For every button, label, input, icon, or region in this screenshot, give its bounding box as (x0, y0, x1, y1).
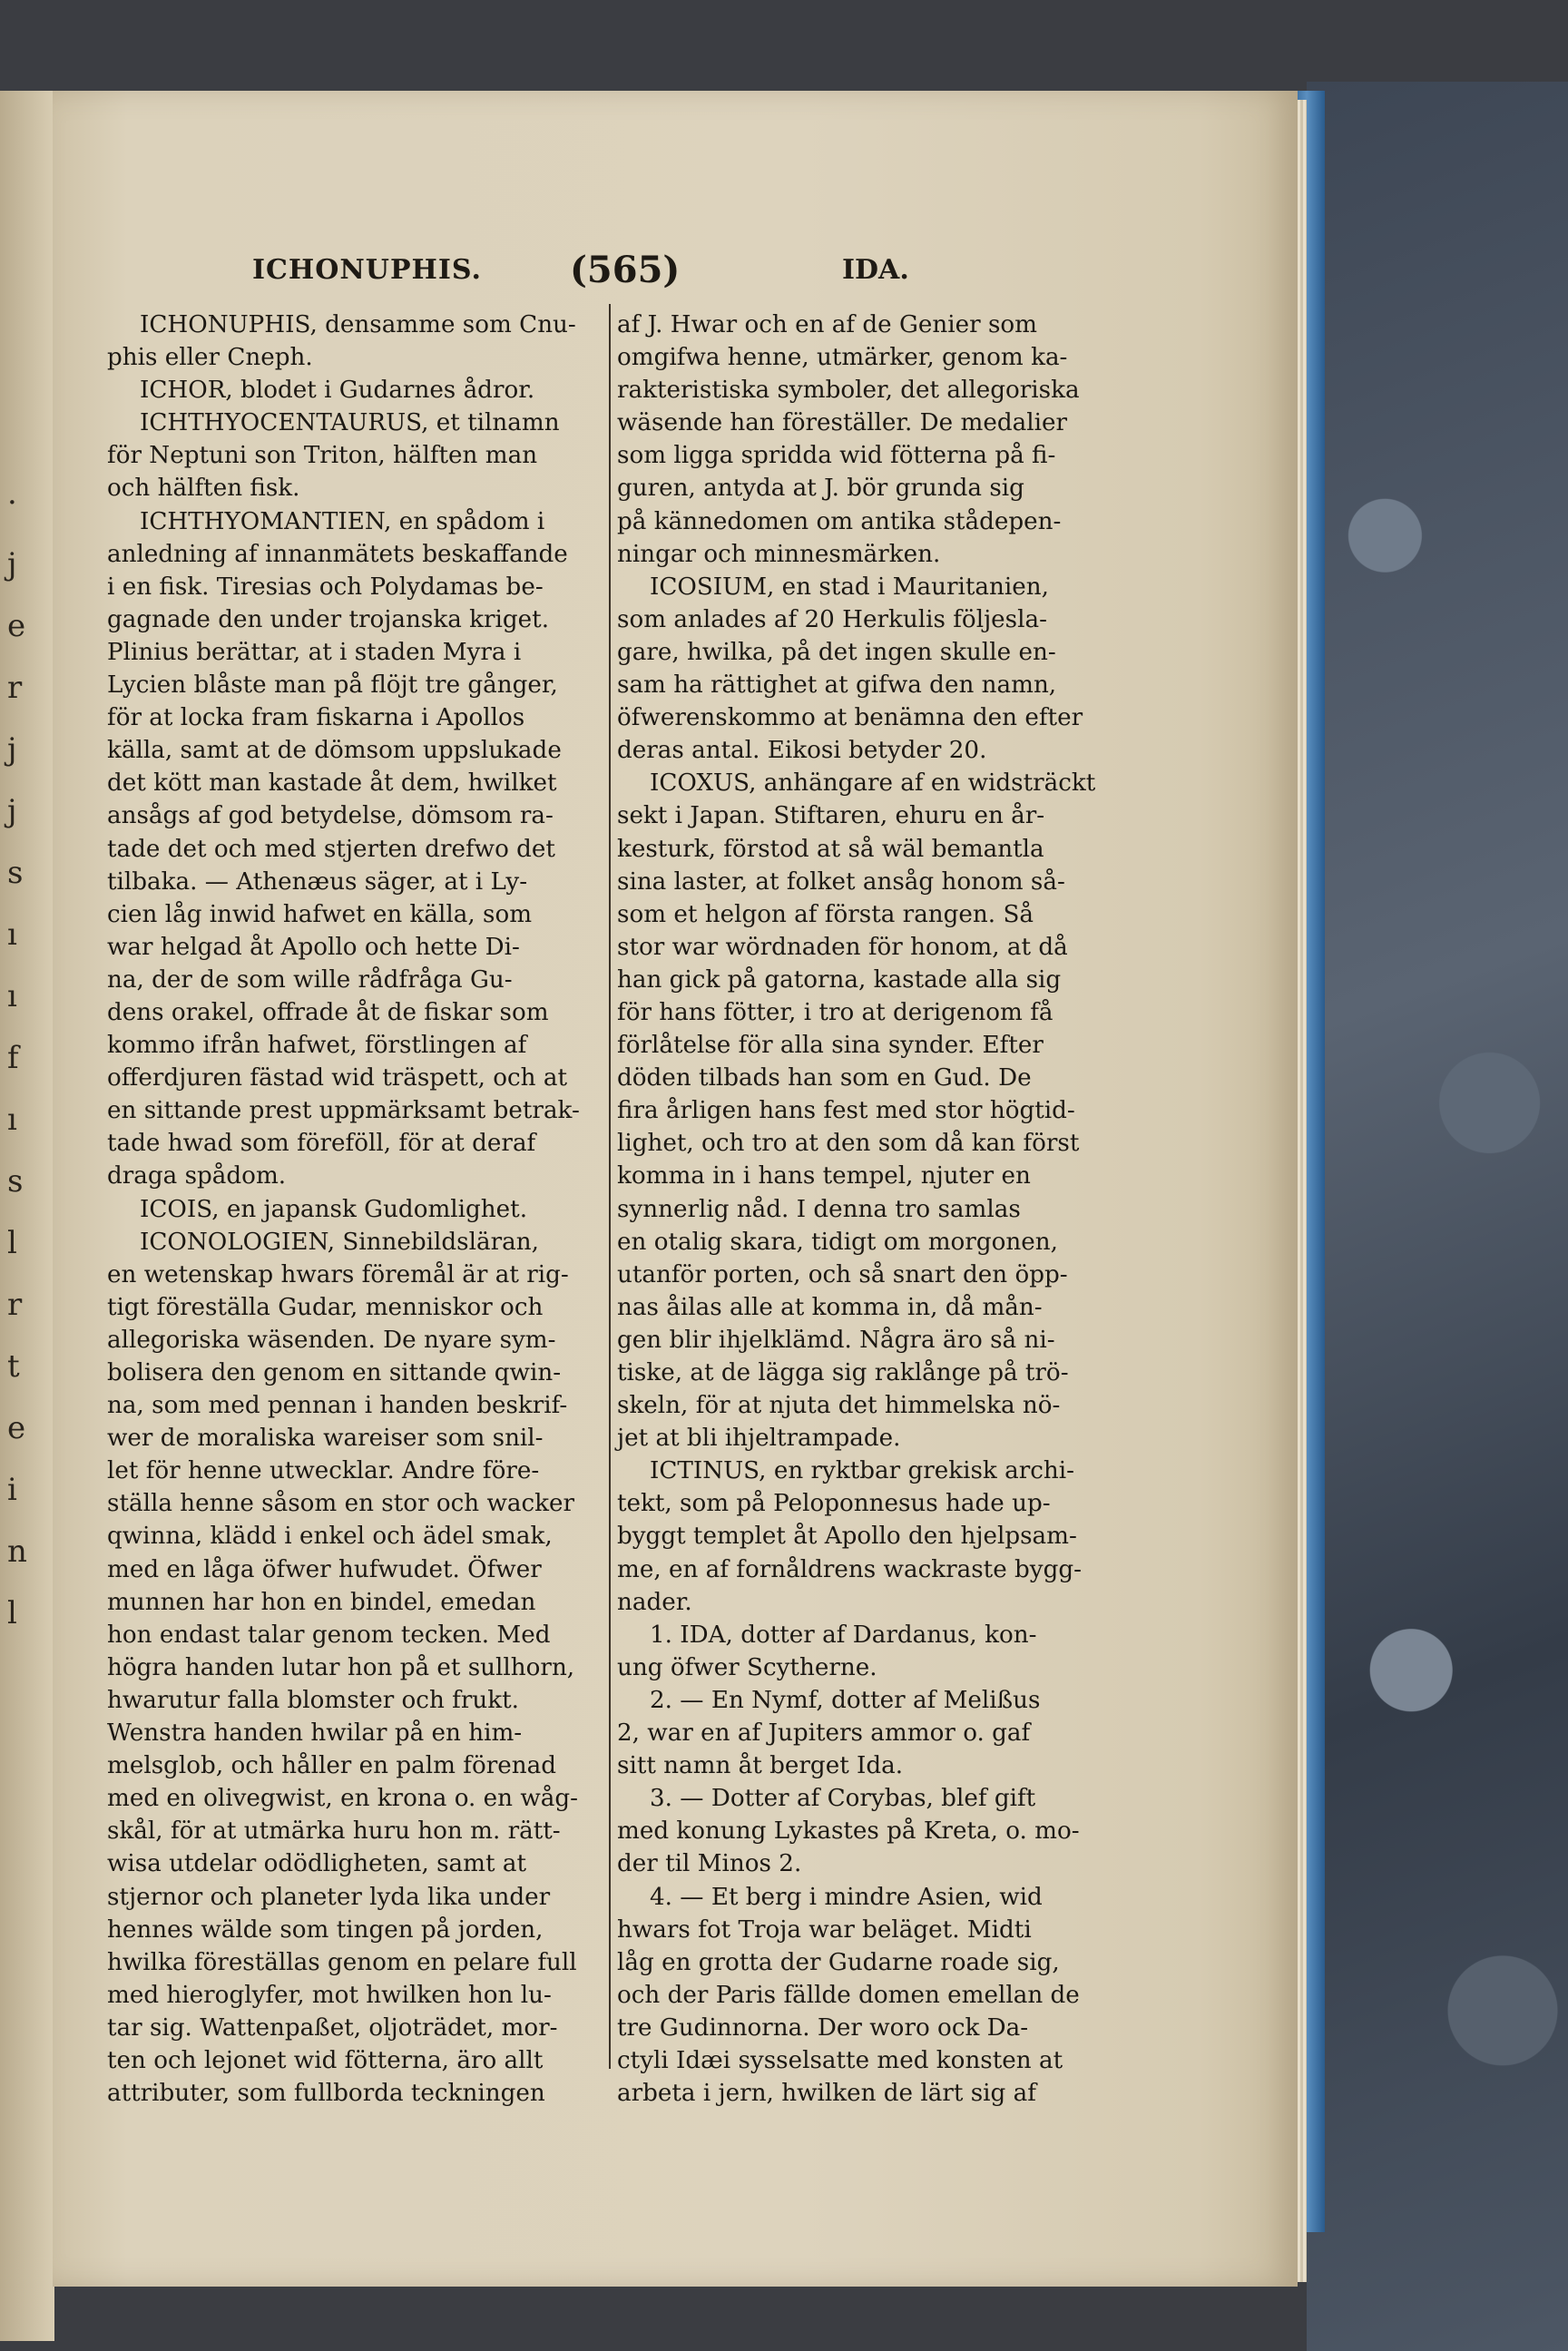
text-line: en sittande prest uppmärksamt betrak- (107, 1097, 580, 1125)
facing-page-letter: e (7, 1410, 26, 1446)
text-line: tade det och med stjerten drefwo det (107, 835, 555, 863)
left-text-column (107, 309, 606, 2108)
text-line: ansågs af god betydelse, dömsom ra- (107, 802, 554, 830)
text-line: deras antal. Eikosi betyder 20. (617, 737, 987, 765)
text-line: war helgad åt Apollo och hette Di- (107, 933, 520, 961)
text-line: skeln, för at njuta det himmelska nö- (617, 1392, 1061, 1420)
text-line: för at locka fram fiskarna i Apollos (107, 704, 525, 732)
text-line: guren, antyda at J. bör grunda sig (617, 475, 1024, 503)
text-line: för Neptuni son Triton, hälften man (107, 442, 538, 470)
text-line: ICONOLOGIEN, Sinnebildsläran, (140, 1228, 539, 1256)
text-line: tade hwad som föreföll, för at deraf (107, 1130, 536, 1158)
facing-page-letter: l (7, 1225, 17, 1261)
text-line: let för henne utwecklar. Andre före- (107, 1457, 540, 1485)
facing-page-letter: r (7, 670, 23, 706)
text-line: tilbaka. — Athenæus säger, at i Ly- (107, 867, 528, 896)
text-line: allegoriska wäsenden. De nyare sym- (107, 1326, 556, 1354)
facing-page-letter: s (7, 855, 24, 891)
text-line: hwars fot Troja war beläget. Midti (617, 1915, 1032, 1944)
facing-page-letter: j (7, 546, 17, 583)
text-line: med en låga öfwer hufwudet. Öfwer (107, 1555, 542, 1583)
text-line: nas åilas alle at komma in, då mån- (617, 1293, 1043, 1321)
text-line: 2. — En Nymf, dotter af Melißus (650, 1686, 1041, 1714)
text-line: hennes wälde som tingen på jorden, (107, 1915, 544, 1944)
text-line: öfwerenskommo at benämna den efter (617, 704, 1083, 732)
text-line: komma in i hans tempel, njuter en (617, 1162, 1031, 1190)
text-line: phis eller Cneph. (107, 344, 313, 372)
text-line: Wenstra handen hwilar på en him- (107, 1719, 523, 1748)
text-line: munnen har hon en bindel, emedan (107, 1588, 536, 1616)
text-line: stjernor och planeter lyda lika under (107, 1883, 551, 1911)
facing-page-letter: ı (7, 916, 17, 953)
text-line: gen blir ihjelklämd. Några äro så ni- (617, 1326, 1055, 1354)
text-line: ICOSIUM, en stad i Mauritanien, (650, 573, 1049, 601)
text-line: högra handen lutar hon på et sullhorn, (107, 1653, 575, 1681)
text-line: och hälften fisk. (107, 475, 300, 503)
page-number: (565) (570, 249, 681, 291)
text-line: som ligga spridda wid fötterna på fi- (617, 442, 1056, 470)
running-head-right: IDA. (842, 254, 909, 286)
running-head-left: ICHONUPHIS. (252, 254, 482, 286)
text-line: tekt, som på Peloponnesus hade up- (617, 1490, 1051, 1518)
text-line: låg en grotta der Gudarne roade sig, (617, 1948, 1060, 1976)
text-line: na, der de som wille rådfråga Gu- (107, 965, 513, 994)
text-line: bolisera den genom en sittande qwin- (107, 1359, 562, 1386)
facing-page-letter: j (7, 793, 17, 829)
text-line: ctyli Idæi sysselsatte med konsten at (617, 2046, 1063, 2074)
text-line: ICHOR, blodet i Gudarnes ådror. (140, 377, 535, 405)
text-line: rakteristiska symboler, det allegoriska (617, 377, 1080, 405)
text-line: wisa utdelar odödligheten, samt at (107, 1850, 526, 1878)
text-line: kesturk, förstod at så wäl bemantla (617, 835, 1044, 863)
text-line: hon endast talar genom tecken. Med (107, 1621, 551, 1649)
text-line: förlåtelse för alla sina synder. Efter (617, 1032, 1044, 1060)
text-line: synnerlig nåd. I denna tro samlas (617, 1195, 1021, 1223)
text-line: 3. — Dotter af Corybas, blef gift (650, 1785, 1036, 1813)
facing-page-letter: n (7, 1533, 27, 1570)
text-line: döden tilbads han som en Gud. De (617, 1064, 1032, 1092)
text-line: ten och lejonet wid fötterna, äro allt (107, 2046, 544, 2074)
text-line: sitt namn åt berget Ida. (617, 1752, 904, 1780)
text-line: wäsende han föreställer. De medalier (617, 409, 1067, 437)
facing-page-letter: · (7, 485, 17, 521)
text-line: ICHONUPHIS, densamme som Cnu- (140, 311, 576, 338)
text-line: cien låg inwid hafwet en källa, som (107, 900, 533, 928)
text-line: melsglob, och håller en palm förenad (107, 1752, 556, 1780)
text-line: tiske, at de lägga sig raklånge på trö- (617, 1359, 1069, 1386)
text-line: med hieroglyfer, mot hwilken hon lu- (107, 1981, 552, 2009)
text-line: 1. IDA, dotter af Dardanus, kon- (650, 1621, 1037, 1649)
facing-page-edge (0, 91, 54, 2341)
text-line: Lycien blåste man på flöjt tre gånger, (107, 671, 558, 700)
text-line: ICHTHYOCENTAURUS, et tilnamn (140, 409, 560, 437)
text-line: af J. Hwar och en af de Genier som (617, 311, 1038, 338)
text-line: gare, hwilka, på det ingen skulle en- (617, 638, 1056, 666)
facing-page-letter: s (7, 1163, 24, 1200)
text-line: med en olivegwist, en krona o. en wåg- (107, 1785, 579, 1813)
marbled-cover (1307, 82, 1568, 2351)
column-rule (609, 304, 611, 2069)
facing-page-letter: i (7, 1472, 17, 1508)
text-line: en otalig skara, tidigt om morgonen, (617, 1228, 1058, 1256)
text-line: ICHTHYOMANTIEN, en spådom i (140, 507, 545, 535)
facing-page-letter: e (7, 608, 26, 644)
text-line: anledning af innanmätets beskaffande (107, 540, 568, 568)
facing-page-letter: f (7, 1040, 19, 1076)
text-line: der til Minos 2. (617, 1850, 802, 1878)
text-line: som et helgon af första rangen. Så (617, 900, 1034, 928)
text-line: ICTINUS, en ryktbar grekisk archi- (650, 1457, 1074, 1485)
running-head (107, 249, 1114, 299)
text-line: en wetenskap hwars föremål är at rig- (107, 1260, 569, 1288)
text-line: tre Gudinnorna. Der woro ock Da- (617, 2013, 1029, 2042)
facing-page-letter: r (7, 1287, 23, 1323)
text-line: nader. (617, 1588, 692, 1616)
text-line: na, som med pennan i handen beskrif- (107, 1392, 568, 1420)
text-line: omgifwa henne, utmärker, genom ka- (617, 344, 1068, 372)
text-line: ICOXUS, anhängare af en widsträckt (650, 769, 1096, 798)
text-line: för hans fötter, i tro at derigenom få (617, 998, 1054, 1026)
text-line: sekt i Japan. Stiftaren, ehuru en år- (617, 802, 1045, 830)
text-line: hwilka föreställas genom en pelare full (107, 1948, 577, 1976)
text-line: ställa henne såsom en stor och wacker (107, 1490, 575, 1518)
text-line: skål, för at utmärka huru hon m. rätt- (107, 1817, 561, 1846)
text-line: attributer, som fullborda teckningen (107, 2080, 545, 2108)
text-line: arbeta i jern, hwilken de lärt sig af (617, 2080, 1036, 2108)
text-line: byggt templet åt Apollo den hjelpsam- (617, 1523, 1077, 1551)
text-line: källa, samt at de dömsom uppslukade (107, 737, 562, 765)
text-line: stor war wördnaden för honom, at då (617, 933, 1068, 961)
text-line: sina laster, at folket ansåg honom så- (617, 867, 1065, 896)
facing-page-letter: ı (7, 978, 17, 1014)
text-line: som anlades af 20 Herkulis följesla- (617, 605, 1047, 633)
facing-page-letter: l (7, 1595, 17, 1631)
text-line: gagnade den under trojanska kriget. (107, 605, 550, 633)
text-line: sam ha rättighet at gifwa den namn, (617, 671, 1057, 700)
text-line: Plinius berättar, at i staden Myra i (107, 638, 522, 666)
text-line: kommo ifrån hafwet, förstlingen af (107, 1032, 527, 1060)
text-line: 2, war en af Jupiters ammor o. gaf (617, 1719, 1031, 1748)
text-line: lighet, och tro at den som då kan först (617, 1130, 1080, 1158)
text-line: dens orakel, offrade åt de fiskar som (107, 998, 549, 1026)
right-text-column (617, 309, 1112, 2108)
text-line: 4. — Et berg i mindre Asien, wid (650, 1883, 1043, 1911)
text-line: med konung Lykastes på Kreta, o. mo- (617, 1817, 1080, 1846)
facing-page-letter: t (7, 1348, 20, 1385)
text-line: tigt föreställa Gudar, menniskor och (107, 1293, 544, 1321)
text-line: fira årligen hans fest med stor högtid- (617, 1097, 1075, 1125)
text-line: offerdjuren fästad wid träspett, och at (107, 1064, 567, 1092)
text-line: wer de moraliska wareiser som snil- (107, 1425, 544, 1453)
text-line: qwinna, klädd i enkel och ädel smak, (107, 1523, 553, 1551)
text-line: han gick på gatorna, kastade alla sig (617, 965, 1062, 994)
text-line: i en fisk. Tiresias och Polydamas be- (107, 573, 544, 601)
text-line: och der Paris fällde domen emellan de (617, 1981, 1080, 2009)
text-line: ningar och minnesmärken. (617, 540, 941, 568)
text-line: me, en af fornåldrens wackraste bygg- (617, 1555, 1082, 1583)
text-line: det kött man kastade åt dem, hwilket (107, 769, 557, 798)
facing-page-letters (7, 472, 44, 1644)
facing-page-letter: j (7, 731, 17, 768)
text-line: jet at bli ihjeltrampade. (617, 1425, 901, 1453)
text-line: tar sig. Wattenpaßet, oljoträdet, mor- (107, 2013, 558, 2042)
text-line: utanför porten, och så snart den öpp- (617, 1260, 1068, 1288)
text-line: ICOIS, en japansk Gudomlighet. (140, 1195, 528, 1223)
text-line: draga spådom. (107, 1162, 287, 1190)
facing-page-letter: ı (7, 1102, 17, 1138)
text-line: hwarutur falla blomster och frukt. (107, 1686, 519, 1714)
text-line: ung öfwer Scytherne. (617, 1653, 877, 1681)
text-line: på kännedomen om antika stådepen- (617, 507, 1062, 535)
